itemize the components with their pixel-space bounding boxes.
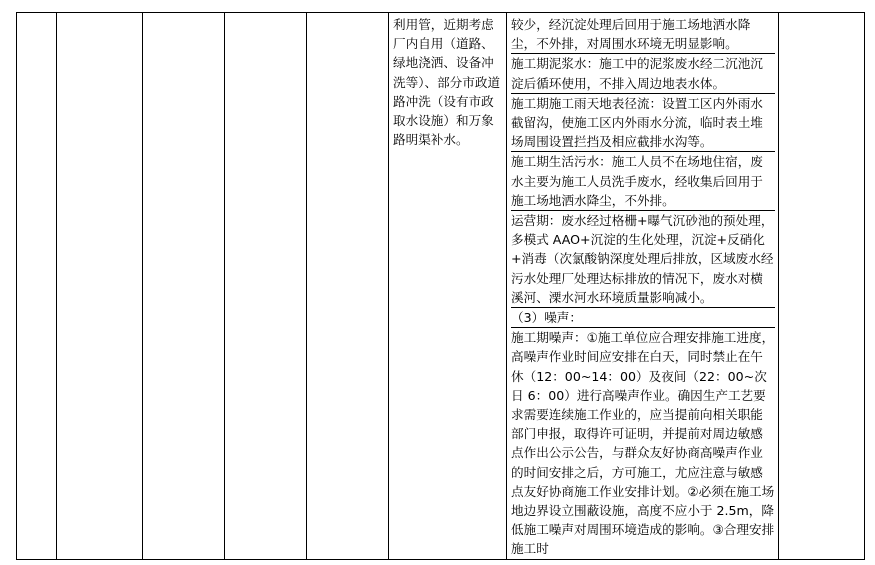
paragraph: 施工期泥浆水：施工中的泥浆废水经二沉池沉淀后循环使用，不排入周边地表水体。 [511,54,775,93]
measures-table [16,12,865,560]
paragraph: 施工期施工雨天地表径流：设置工区内外雨水截留沟，使施工区内外雨水分流，临时表土堆场周围设置拦挡及相应截排水沟等。 [511,94,775,153]
table-cell-3 [143,13,225,560]
table-row [17,13,865,560]
table-cell-7 [507,13,779,560]
table-cell-5 [307,13,389,560]
mitigation-measures-text [507,13,778,559]
table-cell-2 [57,13,143,560]
table-cell-8 [779,13,865,560]
paragraph: 施工期生活污水：施工人员不在场地住宿，废水主要为施工人员洗手废水，经收集后回用于施工场地洒水降尘，不外排。 [511,152,775,211]
paragraph: 较少，经沉淀处理后回用于施工场地洒水降尘，不外排，对周围水环境无明显影响。 [511,15,775,54]
table-cell-6 [389,13,507,560]
table-cell-1 [17,13,57,560]
table-cell-4 [225,13,307,560]
paragraph: （3）噪声： [511,308,775,328]
water-reuse-text: 利用管，近期考虑厂内自用（道路、绿地浇洒、设备冲洗等）、部分市政道路冲洗（设有市政取水设施）和万象路明渠补水。 [393,17,501,148]
paragraph: 施工期噪声：①施工单位应合理安排施工进度，高噪声作业时间应安排在白天，同时禁止在午休（12：00~14：00）及夜间（22：00~次日 6：00）进行高噪声作业。确因生产工艺要求需要连续施工作业的，应当提前向相关职能部门申报，取得许可证明，并提前对周边敏感点作出公示公告，与群众友好协商高噪声作业的时间安排之后，方可施工，尤应注意与敏感点友好协商施工作业安排计划。②必须在施工场地边界设立围蔽设施，高度不应小于 2.5m，降低施工噪声对周围环境造成的影响。③合理安排施工时 [511,330,775,557]
paragraph: 运营期：废水经过格栅+曝气沉砂池的预处理，多模式 AAO+沉淀的生化处理，沉淀+反硝化+消毒（次氯酸钠深度处理后排放，区域废水经污水处理厂处理达标排放的情况下，废水对横溪河、溧水河水环境质量影响减小。 [511,211,775,308]
